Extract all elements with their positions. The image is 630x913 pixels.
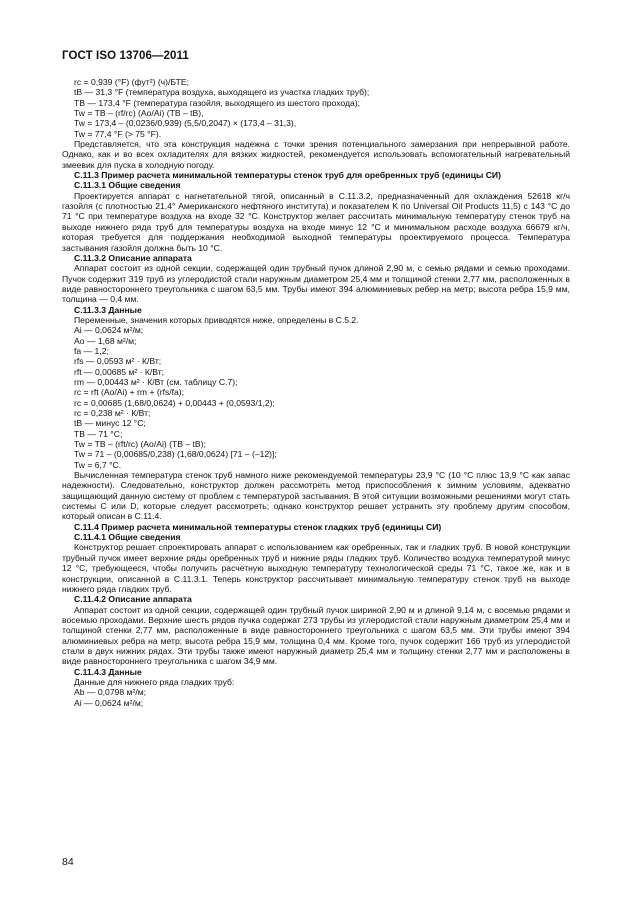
formula-line: tВ — 31,3 °F (температура воздуха, выходящего из участка гладких труб);: [74, 87, 370, 98]
paragraph: Конструктор решает спроектировать аппарат с использованием как оребренных, так и гладких труб. В новой конструкции трубный пучок имеет верхние ряды оребренных труб и нижние ряды гладких труб. Количество воздуха температурой минус 12 °С, требующееся, чтобы получить расчетную выходную температуру технологической среды 71 °С, такое же, как и в конструкции, описанной в С.11.3.1. Теперь конструктор рассчитывает минимальную температуру стенок труб на выходе нижнего ряда гладких труб.: [62, 542, 570, 594]
formula-line: Tw = TВ – (rf/rс) (Ao/Ai) (TВ – tВ),: [74, 108, 204, 119]
formula-line: Данные для нижнего ряда гладких труб:: [74, 676, 235, 687]
formula-line: tВ — минус 12 °С;: [74, 418, 146, 429]
formula-line: TВ — 173,4 °F (температура газойля, выходящего из шестого прохода);: [74, 97, 361, 108]
page-number: 84: [62, 856, 74, 868]
formula-line: rft — 0,00685 м² · К/Вт;: [74, 366, 165, 377]
formula-line: Ao — 1,68 м²/м;: [74, 335, 137, 346]
paragraph: Представляется, что эта конструкция надежна с точки зрения потенциального замерзания при непрерывной работе. Однако, как и во всех охладителях для вязких жидкостей, рекомендуется использовать вспомогательный нагревательный змеевик для пуска в холодную погоду.: [62, 139, 570, 170]
formula-line: Переменные, значения которых приводятся ниже, определены в С.5.2.: [74, 314, 359, 325]
formula-line: Tw = 173,4 – (0,0236/0,939) (5,5/0,2047) × (173,4 – 31,3),: [74, 118, 297, 129]
section-heading: С.11.4.3 Данные: [74, 666, 142, 677]
formula-line: Tw = 6,7 °С.: [74, 459, 122, 470]
formula-line: Ab — 0,0798 м²/м;: [74, 687, 147, 698]
formula-line: rfs — 0,0593 м² · К/Вт;: [74, 356, 162, 367]
section-heading: С.11.4.2 Описание аппарата: [74, 594, 192, 605]
paragraph: Аппарат состоит из одной секции, содержащей один трубный пучок длиной 2,90 м, с семью рядами и семью проходами. Пучок содержит 319 труб из углеродистой стали наружным диаметром 25,4 мм и толщиной стенки 2,77 мм, расположенных в виде равностороннего треугольника с шагом 63,5 мм. Трубы имеют 394 алюминиевых ребер на метр; высота ребра 15,9 мм, толщина — 0,4 мм.: [62, 263, 570, 305]
formula-line: Tw = 71 – (0,00685/0,238) (1,68/0,0624) [71 – (–12)];: [74, 449, 277, 460]
section-heading: С.11.3.3 Данные: [74, 304, 142, 315]
formula-line: Ai — 0,0624 м²/м;: [74, 697, 144, 708]
formula-line: rс = 0,238 м² · К/Вт;: [74, 408, 151, 418]
formula-line: rс = 0,00685 (1,68/0,0624) + 0,00443 + (0,0593/1,2);: [74, 397, 275, 408]
document-body: [62, 77, 570, 708]
section-heading: С.11.4.1 Общие сведения: [74, 532, 181, 543]
formula-line: Tw = TВ – (rft/rс) (Ao/Ai) (TВ – tВ);: [74, 439, 206, 450]
formula-line: rс = rft (Ao/Ai) + rm + (rfs/fa);: [74, 387, 185, 398]
formula-line: TВ — 71 °С;: [74, 428, 123, 439]
section-heading: С.11.3.1 Общие сведения: [74, 180, 181, 191]
formula-line: fa — 1,2;: [74, 345, 109, 356]
section-heading: С.11.4 Пример расчета минимальной температуры стенок гладких труб (единицы СИ): [74, 521, 442, 532]
formula-line: rm — 0,00443 м² · К/Вт (см. таблицу С.7);: [74, 376, 238, 387]
formula-line: rс = 0,939 (°F) (фут²) (ч)/БТЕ;: [74, 77, 190, 87]
paragraph: Проектируется аппарат с нагнетательной тягой, описанный в С.11.3.2, предназначенный для охлаждения 52618 кг/ч газойля (с плотностью 21,4° Американского нефтяного института) и показателем K по Universal Oil Products 11,5) с 143 °С до 71 °С при температуре воздуха на входе 32 °С. Конструктор желает рассчитать минимальную температуру стенок труб на выходе нижнего ряда труб для температуры воздуха на входе минус 12 °С и минимальном расходе воздуха 66679 кг/ч, которая требуется для поддержания необходимой выходной температуры проектируемого процесса. Температура застывания газойля должна быть 10 °С.: [62, 190, 570, 253]
section-heading: С.11.3.2 Описание аппарата: [74, 252, 192, 263]
formula-line: Ai — 0,0624 м²/м;: [74, 325, 144, 336]
formula-line: Tw = 77,4 °F (> 75 °F).: [74, 128, 162, 139]
paragraph: Аппарат состоит из одной секции, содержащей один трубный пучок шириной 2,90 м и длиной 9,14 м, с восемью рядами и восемью проходами. Верхние шесть рядов пучка содержат 273 трубы из углеродистой стали наружным диаметром 25,4 мм и толщиной стенки 2,77 мм, расположенные в виде равностороннего треугольника с шагом 63,5 мм. Эти трубы имеют 394 алюминиевых ребра на метр; высота ребра 15,9 мм, толщина 0,4 мм. Кроме того, пучок содержит 166 труб из углеродистой стали в двух нижних рядах. Эти трубы также имеют наружный диаметр 25,4 мм и толщину стенки 2,77 мм и расположены в виде равностороннего треугольника с шагом 34,9 мм.: [62, 604, 570, 667]
section-heading: С.11.3 Пример расчета минимальной температуры стенок труб для оребренных труб (единицы СИ): [74, 170, 501, 181]
document-header: ГОСТ ISO 13706—2011: [62, 50, 189, 62]
paragraph: Вычисленная температура стенок труб намного ниже рекомендуемой температуры 23,9 °С (10 °С плюс 13,9 °С как запас надежности). Следовательно, конструктор должен рассмотреть метод приспособления к зимним условиям, адекватно защищающий данную систему от проблем с температурой застывания. В этой ситуации возможными решениями могут стать системы С или D, которые следует рассмотреть; однако конструктор решает устранить эту проблему другим способом, который описан в С.11.4.: [62, 470, 570, 522]
